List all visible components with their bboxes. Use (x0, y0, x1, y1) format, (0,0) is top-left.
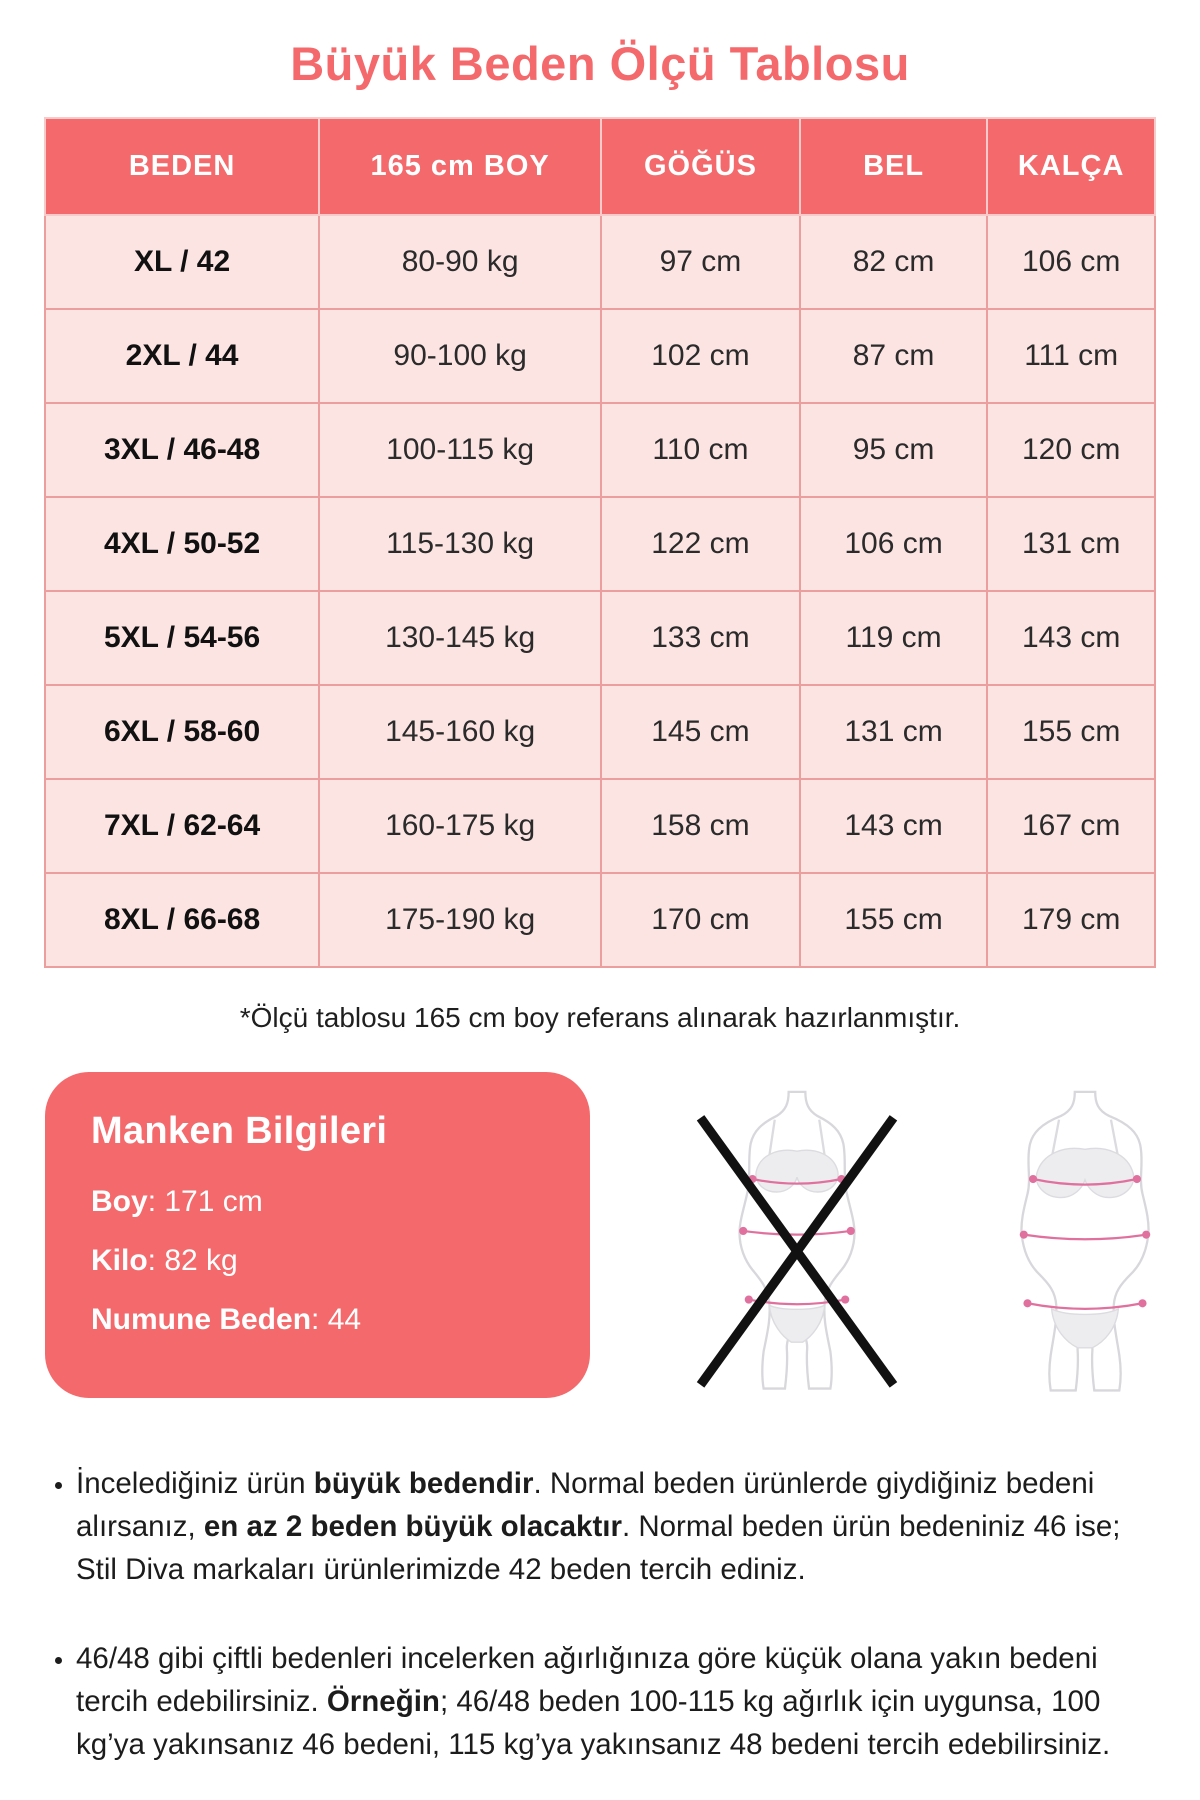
cell-waist: 131 cm (800, 685, 988, 779)
cell-weight: 115-130 kg (319, 497, 601, 591)
info-bullet (76, 1462, 1144, 1591)
cell-hip: 155 cm (987, 685, 1155, 779)
model-height-value: : 171 cm (147, 1185, 263, 1218)
table-row (45, 873, 1155, 967)
cell-size: 7XL / 62-64 (45, 779, 319, 873)
size-table-header (45, 118, 1155, 215)
cell-size: 2XL / 44 (45, 309, 319, 403)
bullet-text-segment-bold: büyük bedendir (313, 1467, 534, 1500)
info-bullets (0, 1462, 1200, 1766)
table-row (45, 497, 1155, 591)
table-row (45, 779, 1155, 873)
cell-bust: 97 cm (601, 215, 800, 309)
cell-waist: 87 cm (800, 309, 988, 403)
table-row (45, 403, 1155, 497)
model-info-card (45, 1072, 590, 1398)
cell-waist: 106 cm (800, 497, 988, 591)
cell-bust: 145 cm (601, 685, 800, 779)
cell-waist: 95 cm (800, 403, 988, 497)
table-row (45, 309, 1155, 403)
model-weight-line (91, 1238, 544, 1283)
model-sample-size-value: : 44 (311, 1303, 362, 1336)
table-header-row (45, 118, 1155, 215)
model-info-section (45, 1072, 1200, 1398)
model-sample-size-label: Numune Beden (91, 1303, 312, 1336)
cell-weight: 160-175 kg (319, 779, 601, 873)
model-height-label: Boy (91, 1185, 148, 1218)
cell-size: 4XL / 50-52 (45, 497, 319, 591)
model-sample-size-line (91, 1297, 544, 1342)
table-row (45, 685, 1155, 779)
cell-waist: 119 cm (800, 591, 988, 685)
cell-weight: 90-100 kg (319, 309, 601, 403)
header-boy: 165 cm BOY (319, 118, 601, 215)
cell-hip: 143 cm (987, 591, 1155, 685)
crossed-slim-figure-icon (686, 1090, 908, 1396)
plus-size-figure-icon (974, 1090, 1196, 1396)
bullet-text-segment-bold: en az 2 beden büyük olacaktır (203, 1510, 622, 1544)
info-bullet (76, 1637, 1144, 1766)
header-beden: BEDEN (45, 118, 319, 215)
cell-size: 6XL / 58-60 (45, 685, 319, 779)
cell-bust: 110 cm (601, 403, 800, 497)
cell-hip: 106 cm (987, 215, 1155, 309)
model-info-title: Manken Bilgileri (91, 1110, 388, 1152)
table-footnote: *Ölçü tablosu 165 cm boy referans alınarak hazırlanmıştır. (239, 1002, 961, 1033)
bullet-text-segment: İncelediğiniz ürün (76, 1467, 314, 1500)
cell-size: XL / 42 (45, 215, 319, 309)
page-title: Büyük Beden Ölçü Tablosu (290, 37, 910, 90)
cell-bust: 170 cm (601, 873, 800, 967)
cell-bust: 133 cm (601, 591, 800, 685)
cell-weight: 100-115 kg (319, 403, 601, 497)
cell-bust: 102 cm (601, 309, 800, 403)
bullet-text-segment: . Normal beden ürünlerde giydiğiniz bedeni alırsanız, (76, 1467, 1095, 1544)
cell-size: 3XL / 46-48 (45, 403, 319, 497)
cell-bust: 122 cm (601, 497, 800, 591)
cell-waist: 82 cm (800, 215, 988, 309)
bullet-text-segment: ; 46/48 beden 100-115 kg ağırlık için uygunsa, 100 kg’ya yakınsanız 46 bedeni, 115 kg’ya yakınsanız 48 bedeni tercih edebilirsiniz. (76, 1685, 1111, 1762)
table-row (45, 215, 1155, 309)
cell-weight: 80-90 kg (319, 215, 601, 309)
bullet-text-segment-bold: Örneğin (326, 1685, 440, 1719)
cell-hip: 120 cm (987, 403, 1155, 497)
cell-waist: 143 cm (800, 779, 988, 873)
model-weight-value: : 82 kg (147, 1244, 238, 1277)
header-bel: BEL (800, 118, 988, 215)
size-table (44, 117, 1156, 968)
cell-size: 8XL / 66-68 (45, 873, 319, 967)
cell-hip: 131 cm (987, 497, 1155, 591)
cell-bust: 158 cm (601, 779, 800, 873)
cell-weight: 175-190 kg (319, 873, 601, 967)
bullet-text-segment: 46/48 gibi çiftli bedenleri incelerken ağırlığınıza göre küçük olana yakın bedeni tercih edebilirsiniz. (76, 1642, 1098, 1719)
cell-hip: 179 cm (987, 873, 1155, 967)
header-gogus: GÖĞÜS (601, 118, 800, 215)
body-figures (686, 1090, 1196, 1396)
table-row (45, 591, 1155, 685)
bullet-text-segment: . Normal beden ürün bedeniniz 46 ise; Stil Diva markaları ürünlerimizde 42 beden tercih ediniz. (76, 1510, 1121, 1587)
cell-weight: 145-160 kg (319, 685, 601, 779)
cell-waist: 155 cm (800, 873, 988, 967)
cell-hip: 167 cm (987, 779, 1155, 873)
cell-weight: 130-145 kg (319, 591, 601, 685)
cell-hip: 111 cm (987, 309, 1155, 403)
cell-size: 5XL / 54-56 (45, 591, 319, 685)
model-height-line (91, 1179, 544, 1224)
model-weight-label: Kilo (91, 1244, 148, 1277)
header-kalca: KALÇA (987, 118, 1155, 215)
